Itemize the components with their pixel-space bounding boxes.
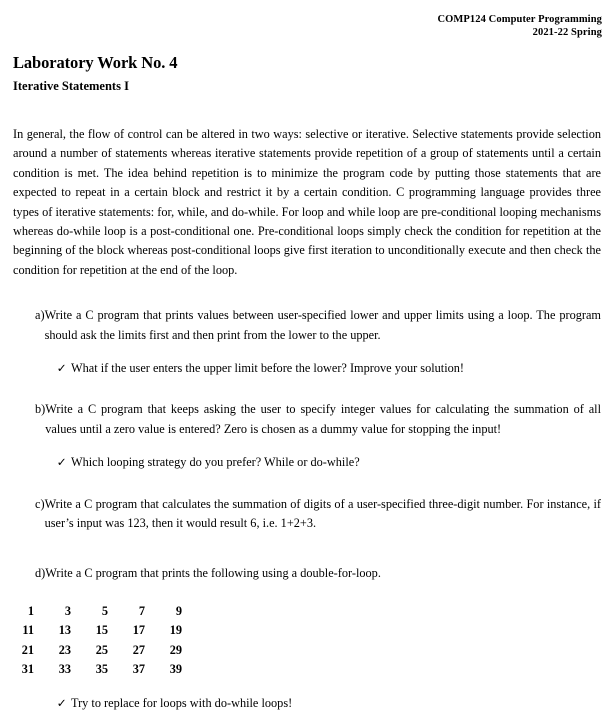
check-icon: ✓ — [56, 361, 67, 376]
page-subtitle: Iterative Statements I — [13, 79, 129, 93]
question-note-text: Try to replace for loops with do-while loops! — [71, 695, 293, 710]
question-note — [13, 453, 602, 472]
number-pattern-cell: 27 — [132, 642, 145, 657]
number-pattern-cell: 9 — [175, 603, 182, 618]
number-pattern-cell: 29 — [169, 642, 182, 657]
number-pattern-cell: 37 — [132, 662, 145, 677]
number-pattern-cell: 15 — [95, 623, 108, 638]
page-title: Laboratory Work No. 4 — [13, 53, 178, 72]
number-pattern-cell: 39 — [169, 662, 182, 677]
number-pattern-cell: 25 — [95, 642, 108, 657]
question-item-a — [13, 306, 602, 378]
question-row — [13, 306, 602, 345]
question-marker: b) — [35, 402, 46, 417]
spacer — [13, 380, 602, 400]
number-pattern-cell: 21 — [21, 642, 34, 657]
question-item-c — [13, 495, 602, 534]
spacer — [13, 475, 602, 495]
number-pattern-row — [13, 602, 198, 621]
number-pattern-row — [13, 641, 198, 660]
question-item-d — [13, 564, 602, 713]
question-note-text: What if the user enters the upper limit before the lower? Improve your solution! — [71, 361, 465, 376]
question-note — [13, 694, 602, 713]
number-pattern-grid — [13, 602, 198, 680]
question-text: Write a C program that calculates the summation of digits of a user-specified three-digit number. For instance, if user’s input was 123, then it would result 6, i.e. 1+2+3. — [44, 496, 601, 531]
running-head — [13, 14, 602, 39]
question-note — [13, 359, 602, 378]
question-note-text: Which looping strategy do you prefer? While or do-while? — [71, 455, 360, 470]
number-pattern-cell: 13 — [58, 623, 71, 638]
question-list — [13, 306, 602, 713]
check-icon: ✓ — [56, 455, 67, 470]
question-marker: a) — [35, 308, 45, 323]
number-pattern-cell: 11 — [22, 623, 34, 638]
number-pattern-cell: 31 — [21, 662, 34, 677]
number-pattern-cell: 33 — [58, 662, 71, 677]
question-text: Write a C program that prints the following using a double-for-loop. — [45, 565, 381, 580]
course-term: 2021-22 Spring — [532, 26, 602, 38]
spacer — [13, 536, 602, 564]
number-pattern-cell: 35 — [95, 662, 108, 677]
number-pattern-row — [13, 621, 198, 640]
number-pattern-cell: 1 — [27, 603, 34, 618]
question-row — [13, 400, 602, 439]
number-pattern-cell: 17 — [132, 623, 145, 638]
number-pattern-cell: 19 — [169, 623, 182, 638]
question-row — [13, 495, 602, 534]
number-pattern-cell: 3 — [64, 603, 71, 618]
question-marker: c) — [35, 496, 45, 511]
course-name: COMP124 Computer Programming — [437, 14, 602, 25]
question-marker: d) — [35, 565, 46, 580]
number-pattern-cell: 23 — [58, 642, 71, 657]
number-pattern-body — [13, 602, 198, 680]
question-item-b — [13, 400, 602, 472]
question-row — [13, 564, 602, 583]
question-text: Write a C program that keeps asking the user to specify integer values for calculating the summation of all values until a zero value is entered? Zero is chosen as a dummy value for stopping the input! — [45, 402, 601, 436]
number-pattern-cell: 5 — [101, 603, 108, 618]
number-pattern-cell: 7 — [138, 603, 145, 618]
question-text: Write a C program that prints values between user-specified lower and upper limits using a loop. The program should ask the limits first and then print from the lower to the upper. — [44, 308, 601, 342]
number-pattern-row — [13, 660, 198, 679]
check-icon: ✓ — [56, 695, 67, 710]
intro-paragraph: In general, the flow of control can be altered in two ways: selective or iterative. Selective statements provide selection around a number of statements whereas iterative statements provide repetition of a group of statements until a certain condition is met. The idea behind repetition is to minimize the program code by putting those statements that are expected to repeat in a certain block and restrict it by a certain condition. C programming language provides three types of iterative statements: for, while, and do-while. For loop and while loop are pre-conditional looping mechanisms whereas do-while loop is a post-conditional one. Pre-conditional loops simply check the condition for repetition at the beginning of the block whereas post-conditional loops give first iteration to unconditionally execute and then check the condition for repetition at the end of the loop. — [13, 127, 601, 277]
